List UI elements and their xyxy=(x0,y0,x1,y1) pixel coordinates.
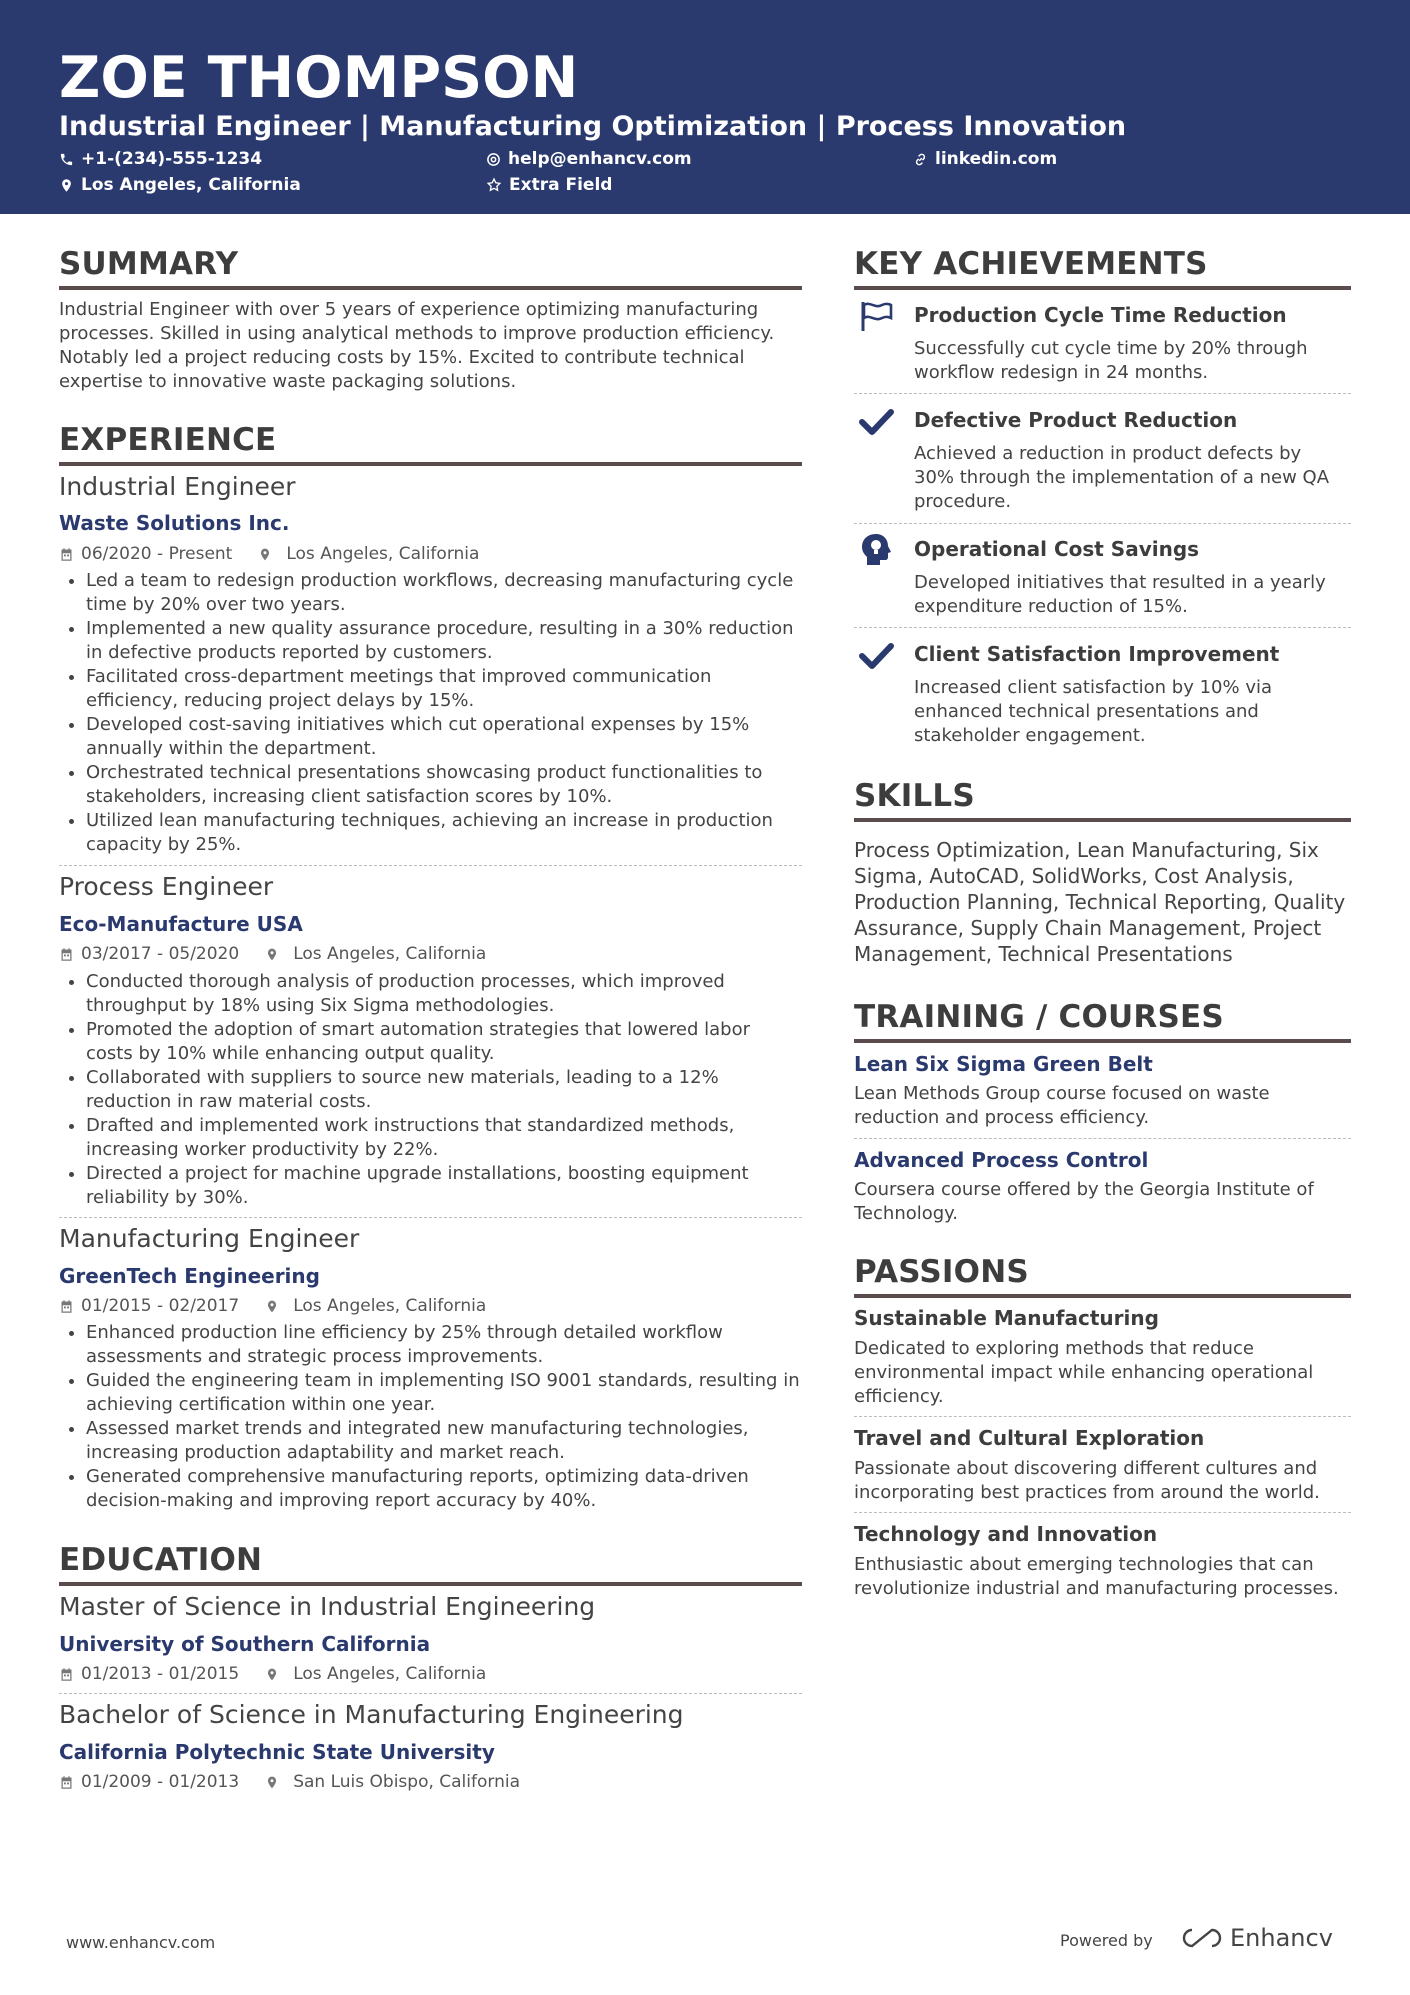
phone-text: +1-(234)-555-1234 xyxy=(81,149,263,169)
achievement-title: Operational Cost Savings xyxy=(914,537,1200,561)
training-title: TRAINING / COURSES xyxy=(854,999,1351,1043)
contact-email[interactable] xyxy=(486,148,692,170)
achievement-desc: Successfully cut cycle time by 20% through workflow redesign in 24 months. xyxy=(914,338,1308,383)
list-item: • Assessed market trends and integrated new manufacturing technologies, increasing production adaptability and market reach. xyxy=(86,1417,802,1465)
phone-icon xyxy=(59,152,74,167)
job-location xyxy=(265,1295,486,1317)
job-meta xyxy=(59,1295,486,1317)
list-item: • Drafted and implemented work instructions that standardized methods, increasing worker productivity by 22%. xyxy=(86,1114,802,1162)
star-icon xyxy=(486,177,502,193)
list-item: • Enhanced production line efficiency by 25% through detailed workflow assessments and strategic process improvements. xyxy=(86,1321,802,1369)
achievement-desc: Achieved a reduction in product defects by 30% through the implementation of a new QA procedure. xyxy=(914,443,1330,512)
summary-text: Industrial Engineer with over 5 years of experience optimizing manufacturing processes. Skilled in using analytical methods to improve production efficiency. Notably led a project reducing costs by 15%. Excited to contribute technical expertise to innovative waste packaging solutions. xyxy=(59,299,775,392)
at-icon xyxy=(486,152,501,167)
list-item: • Conducted thorough analysis of production processes, which improved throughput by 18% using Six Sigma methodologies. xyxy=(86,970,802,1018)
job-bullets xyxy=(59,970,802,1210)
job-company: Waste Solutions Inc. xyxy=(59,511,290,535)
divider xyxy=(59,865,802,866)
list-item: • Implemented a new quality assurance procedure, resulting in a 30% reduction in defective products reported by customers. xyxy=(86,617,802,665)
job-role: Process Engineer xyxy=(59,872,274,901)
skills-text: Process Optimization, Lean Manufacturing, Six Sigma, AutoCAD, SolidWorks, Cost Analysis, Production Planning, Technical Reporting, Quality Assurance, Supply Chain Management, Project Management, Technical Presentations xyxy=(854,838,1346,966)
education-degree: Master of Science in Industrial Engineering xyxy=(59,1592,596,1621)
education-school: University of Southern California xyxy=(59,1632,431,1656)
job-company: GreenTech Engineering xyxy=(59,1264,320,1288)
passion-title: Travel and Cultural Exploration xyxy=(854,1426,1205,1450)
passion-desc: Passionate about discovering different cultures and incorporating best practices from around the world. xyxy=(854,1458,1320,1503)
education-degree: Bachelor of Science in Manufacturing Engineering xyxy=(59,1700,684,1729)
passion-desc: Dedicated to exploring methods that reduce environmental impact while enhancing operational efficiency. xyxy=(854,1338,1314,1407)
list-item: • Developed cost-saving initiatives which cut operational expenses by 15% annually within the department. xyxy=(86,713,802,761)
divider xyxy=(854,523,1351,524)
list-item: • Guided the engineering team in implementing ISO 9001 standards, resulting in achieving certification within one year. xyxy=(86,1369,802,1417)
check-icon xyxy=(858,404,894,440)
job-role: Industrial Engineer xyxy=(59,472,296,501)
passion-desc: Enthusiastic about emerging technologies that can revolutionize industrial and manufacturing processes. xyxy=(854,1554,1339,1599)
location-pin-icon xyxy=(265,1775,279,1790)
achievements-title: KEY ACHIEVEMENTS xyxy=(854,246,1351,290)
calendar-icon xyxy=(59,1775,74,1790)
link-icon xyxy=(913,152,928,167)
experience-title: EXPERIENCE xyxy=(59,422,802,466)
job-meta xyxy=(59,943,486,965)
course-title: Lean Six Sigma Green Belt xyxy=(854,1052,1153,1076)
enhancv-brand-text: Enhancv xyxy=(1230,1924,1333,1952)
flag-icon xyxy=(858,298,894,334)
divider xyxy=(854,1512,1351,1513)
head-bulb-icon xyxy=(858,532,894,568)
calendar-icon xyxy=(59,1667,74,1682)
job-dates: 03/2017 - 05/2020 xyxy=(81,944,240,964)
job-location-text: Los Angeles, California xyxy=(293,944,487,964)
resume-header xyxy=(0,0,1410,214)
job-location-text: Los Angeles, California xyxy=(286,544,480,564)
passion-title: Technology and Innovation xyxy=(854,1522,1158,1546)
extra-field-text: Extra Field xyxy=(509,175,613,195)
candidate-name: ZOE THOMPSON xyxy=(59,45,579,111)
education-location-text: Los Angeles, California xyxy=(293,1664,487,1684)
contact-extra xyxy=(486,174,612,196)
list-item: • Generated comprehensive manufacturing reports, optimizing data-driven decision-making and improving report accuracy by 40%. xyxy=(86,1465,802,1513)
education-school: California Polytechnic State University xyxy=(59,1740,495,1764)
contact-linkedin[interactable] xyxy=(913,148,1057,170)
education-location xyxy=(265,1663,486,1685)
calendar-icon xyxy=(59,947,74,962)
job-dates: 01/2015 - 02/2017 xyxy=(81,1296,240,1316)
education-location xyxy=(265,1771,520,1793)
divider xyxy=(854,393,1351,394)
education-location-text: San Luis Obispo, California xyxy=(293,1772,520,1792)
job-meta xyxy=(59,543,479,565)
education-dates: 01/2013 - 01/2015 xyxy=(81,1664,240,1684)
location-pin-icon xyxy=(265,1667,279,1682)
calendar-icon xyxy=(59,547,74,562)
list-item: • Promoted the adoption of smart automation strategies that lowered labor costs by 10% while enhancing output quality. xyxy=(86,1018,802,1066)
divider xyxy=(59,1217,802,1218)
achievement-title: Production Cycle Time Reduction xyxy=(914,303,1287,327)
contact-location xyxy=(59,174,301,196)
check-icon xyxy=(858,638,894,674)
location-pin-icon xyxy=(59,178,74,193)
passion-title: Sustainable Manufacturing xyxy=(854,1306,1159,1330)
achievement-desc: Increased client satisfaction by 10% via enhanced technical presentations and stakeholder engagement. xyxy=(914,677,1273,746)
list-item: • Collaborated with suppliers to source new materials, leading to a 12% reduction in raw material costs. xyxy=(86,1066,802,1114)
achievement-desc: Developed initiatives that resulted in a yearly expenditure reduction of 15%. xyxy=(914,572,1326,617)
list-item: • Directed a project for machine upgrade installations, boosting equipment reliability by 30%. xyxy=(86,1162,802,1210)
job-role: Manufacturing Engineer xyxy=(59,1224,360,1253)
education-meta xyxy=(59,1663,486,1685)
summary-title: SUMMARY xyxy=(59,246,802,290)
divider xyxy=(59,1693,802,1694)
candidate-headline: Industrial Engineer | Manufacturing Optimization | Process Innovation xyxy=(59,111,1127,142)
job-bullets xyxy=(59,569,802,857)
course-title: Advanced Process Control xyxy=(854,1148,1149,1172)
education-meta xyxy=(59,1771,520,1793)
job-location-text: Los Angeles, California xyxy=(293,1296,487,1316)
enhancv-logo-icon xyxy=(1180,1926,1224,1950)
location-pin-icon xyxy=(265,1299,279,1314)
achievement-title: Client Satisfaction Improvement xyxy=(914,642,1280,666)
list-item: • Led a team to redesign production workflows, decreasing manufacturing cycle time by 20% over two years. xyxy=(86,569,802,617)
footer-website[interactable]: www.enhancv.com xyxy=(66,1933,216,1952)
skills-title: SKILLS xyxy=(854,778,1351,822)
list-item: • Orchestrated technical presentations showcasing product functionalities to stakeholders, increasing client satisfaction scores by 10%. xyxy=(86,761,802,809)
footer-powered-by: Powered by xyxy=(1060,1931,1153,1950)
divider xyxy=(854,1416,1351,1417)
divider xyxy=(854,627,1351,628)
passions-title: PASSIONS xyxy=(854,1254,1351,1298)
job-dates: 06/2020 - Present xyxy=(81,544,233,564)
job-bullets xyxy=(59,1321,802,1513)
divider xyxy=(854,1138,1351,1139)
course-desc: Lean Methods Group course focused on waste reduction and process efficiency. xyxy=(854,1083,1270,1128)
achievement-title: Defective Product Reduction xyxy=(914,408,1238,432)
job-company: Eco-Manufacture USA xyxy=(59,912,303,936)
education-title: EDUCATION xyxy=(59,1542,802,1586)
contact-phone xyxy=(59,148,262,170)
course-desc: Coursera course offered by the Georgia Institute of Technology. xyxy=(854,1179,1314,1224)
list-item: • Utilized lean manufacturing techniques, achieving an increase in production capacity by 25%. xyxy=(86,809,802,857)
list-item: • Facilitated cross-department meetings that improved communication efficiency, reducing project delays by 15%. xyxy=(86,665,802,713)
location-pin-icon xyxy=(265,947,279,962)
job-location xyxy=(265,943,486,965)
location-text: Los Angeles, California xyxy=(81,175,301,195)
location-pin-icon xyxy=(258,547,272,562)
education-dates: 01/2009 - 01/2013 xyxy=(81,1772,240,1792)
email-text[interactable]: help@enhancv.com xyxy=(508,149,692,169)
job-location xyxy=(258,543,479,565)
enhancv-logo[interactable] xyxy=(1180,1924,1333,1952)
calendar-icon xyxy=(59,1299,74,1314)
linkedin-text[interactable]: linkedin.com xyxy=(935,149,1058,169)
